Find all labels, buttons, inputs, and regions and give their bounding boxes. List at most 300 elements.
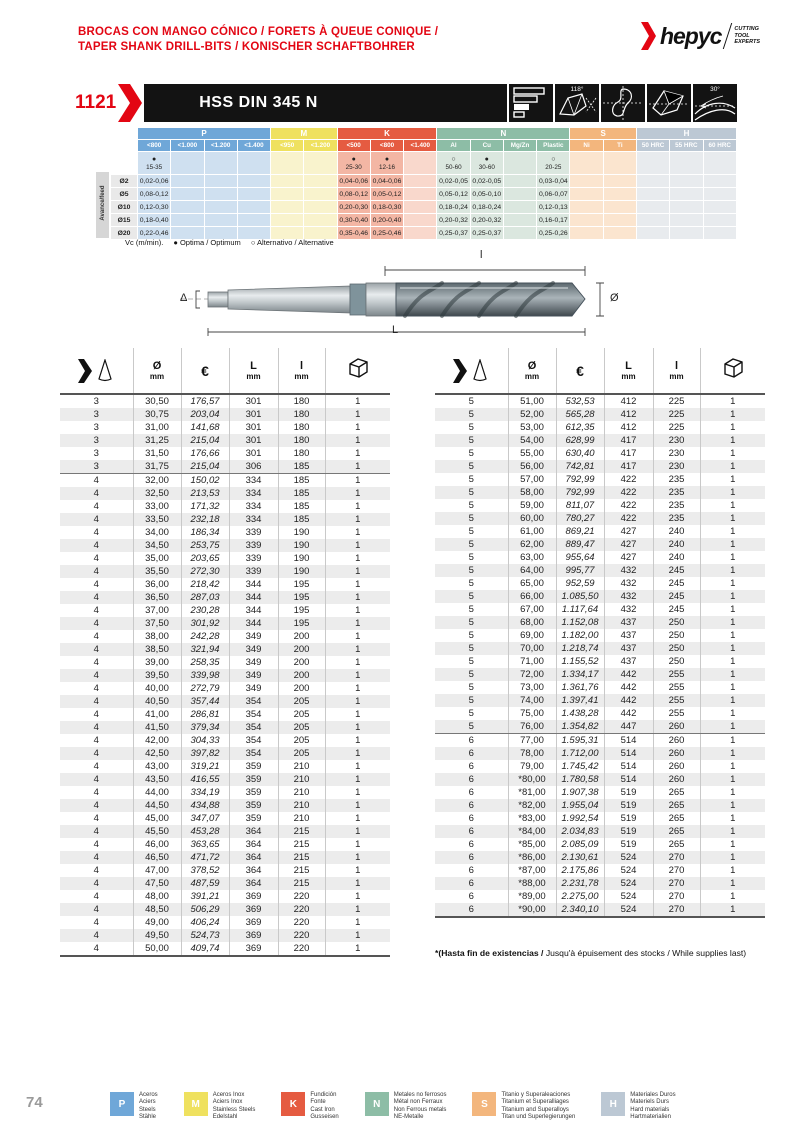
table-row [60,539,390,552]
cell: 344 [229,617,278,630]
feed-cell: 0,16-0,17 [537,214,569,226]
table-row [60,500,390,513]
cell: 514 [604,747,653,760]
taper-label: Δ [180,292,188,304]
cell: 4 [93,605,99,616]
cell: 141,68 [181,421,229,434]
cell: 519 [604,838,653,851]
cell: 427 [604,538,653,551]
cell: 1 [325,695,390,708]
cell: 1 [700,707,765,720]
materials-cutting-table [110,127,737,240]
cell: 55,00 [508,447,556,460]
cell: 230 [653,434,700,447]
cell: 200 [278,669,325,682]
cell: 1 [700,825,765,838]
cell: 42,50 [133,747,181,760]
feed-cell [604,201,636,213]
cell: 1 [325,786,390,799]
cell: 40,00 [133,682,181,695]
cell: 5 [468,435,474,446]
table-row [435,564,765,577]
cell: *80,00 [508,773,556,786]
material-letter-badge: M [184,1092,208,1116]
cell: 4 [93,761,99,772]
feed-cell: 0,18-0,40 [138,214,170,226]
table-row [435,812,765,825]
diameter-row-label: Ø2 [111,175,137,187]
material-name-line: Aceros Inox [212,1092,245,1098]
packaging-header [325,348,390,394]
feed-cell [504,214,536,226]
cell: 369 [229,903,278,916]
table-row [60,669,390,682]
cell: 36,50 [133,591,181,604]
material-name-line: Titanio y Superaleaciones [501,1092,571,1098]
cell: 422 [604,486,653,499]
cell: 215 [278,838,325,851]
cell: 437 [604,629,653,642]
table-row [60,447,390,460]
cell: 4 [93,865,99,876]
cell: 43,00 [133,760,181,773]
cell: 42,00 [133,734,181,747]
cell: 5 [468,604,474,615]
material-name-line: Hartmaterialien [630,1113,671,1120]
cell: 1 [325,682,390,695]
material-name-line: Materiels Durs [630,1099,669,1106]
cell: 519 [604,825,653,838]
table-row [435,877,765,890]
feed-cell [704,227,736,239]
table-row [435,629,765,642]
title-line-1: BROCAS CON MANGO CÓNICO / FORETS À QUEUE CONIQUE / [78,26,439,38]
taper-cone-icon [471,359,489,383]
cell: 1 [325,903,390,916]
cutting-speed-legend [125,238,344,247]
diameter-row-label: Ø20 [111,227,137,239]
cell: 180 [278,421,325,434]
cell: 1 [700,590,765,603]
brand-chevron-icon [641,22,656,50]
series-chevron-icon [78,359,92,383]
cell: 30,75 [133,408,181,421]
cell: 69,00 [508,629,556,642]
vc-cell [205,152,237,174]
cell: 213,53 [181,487,229,500]
material-legend-item-K [281,1092,338,1121]
cell: 41,00 [133,708,181,721]
cell: 1.595,31 [556,734,604,748]
cell: 952,59 [556,577,604,590]
cell: 1.780,58 [556,773,604,786]
cell: 1 [700,668,765,681]
feed-cell: 0,20-0,32 [471,214,503,226]
cell: 253,75 [181,539,229,552]
cell: 4 [93,709,99,720]
cell: 75,00 [508,707,556,720]
cell: 359 [229,773,278,786]
cell: 1 [325,526,390,539]
cell: 58,00 [508,486,556,499]
cell: 434,88 [181,799,229,812]
feed-cell [171,201,203,213]
vc-cell [171,152,203,174]
table-row [435,421,765,434]
cell: 245 [653,564,700,577]
material-names [630,1092,675,1121]
cell: 230,28 [181,604,229,617]
table-row [60,942,390,956]
cell: 487,59 [181,877,229,890]
feed-cell [205,175,237,187]
vc-cell: ○ 50-60 [437,152,469,174]
table-row [60,526,390,539]
cell: 524 [604,851,653,864]
cell: 889,47 [556,538,604,551]
cell: 1 [700,720,765,734]
feed-cell [404,214,436,226]
table-row [435,890,765,903]
cell: 1 [325,617,390,630]
helix-angle-icon [693,84,737,122]
feed-cell [570,214,602,226]
diameter-row-label: Ø10 [111,201,137,213]
cell: 412 [604,408,653,421]
cell: 1 [700,447,765,460]
cell: 4 [93,748,99,759]
cell: 1.955,04 [556,799,604,812]
cell: 34,50 [133,539,181,552]
cell: 47,50 [133,877,181,890]
material-legend-item-N [365,1092,447,1121]
cell: 5 [468,669,474,680]
feed-cell: 0,03-0,04 [537,175,569,187]
material-subcol: 50 HRC [637,140,669,151]
catalog-table-right [435,348,765,918]
cell: 4 [93,527,99,538]
cell: 210 [278,760,325,773]
cell: 1 [325,434,390,447]
flute-length-header: l mm [653,348,700,394]
cell: 205 [278,695,325,708]
material-letter-badge: P [110,1092,134,1116]
table-row [60,799,390,812]
table-row [435,734,765,748]
cell: 215 [278,877,325,890]
cell: 250 [653,642,700,655]
cell: 4 [93,657,99,668]
material-name-line: Steels [139,1106,156,1113]
diameter-header: Ø mm [133,348,181,394]
table-row [60,565,390,578]
cell: 260 [653,734,700,748]
vc-cell [704,152,736,174]
table-row [435,538,765,551]
cell: 5 [468,487,474,498]
cell: 205 [278,721,325,734]
material-subcol: <800 [138,140,170,151]
cell: 240 [653,551,700,564]
cell: 1 [700,421,765,434]
feed-cell [504,201,536,213]
vc-row [111,152,736,174]
feed-cell: 0,20-0,32 [437,214,469,226]
cell: 4 [93,683,99,694]
cell: 304,33 [181,734,229,747]
cell: 225 [653,421,700,434]
cell: 1 [700,838,765,851]
cell: 432 [604,603,653,616]
vc-cell: ● 25-30 [338,152,370,174]
cell: 185 [278,513,325,526]
cell: 1 [700,890,765,903]
material-subcol: 60 HRC [704,140,736,151]
cell: 4 [93,930,99,941]
cell: 1 [325,487,390,500]
size-range-icon [509,84,553,122]
legend-optimal: ● Optima / Optimum [173,238,241,247]
logo-divider [723,23,732,49]
cell: 1.361,76 [556,681,604,694]
cell: 364 [229,864,278,877]
table-row [60,578,390,591]
cell: 301 [229,447,278,460]
table-row [60,760,390,773]
material-group-P: P [138,128,270,139]
material-subcol: 55 HRC [670,140,702,151]
material-names [310,1092,338,1121]
table-row [60,474,390,488]
cell: 955,64 [556,551,604,564]
cell: 1 [325,890,390,903]
cell: 200 [278,630,325,643]
feed-cell: 0,18-0,24 [471,201,503,213]
feed-cell [304,175,336,187]
feed-cell [271,214,303,226]
cell: 2.130,61 [556,851,604,864]
cell: 260 [653,720,700,734]
tagline-line: TOOL [734,32,750,39]
cell: 240 [653,538,700,551]
feed-cell: 0,25-0,37 [437,227,469,239]
cell: 205 [278,708,325,721]
cell: 1 [700,603,765,616]
cell: 245 [653,577,700,590]
material-subheader-row [111,140,736,151]
feed-cell: 0,04-0,06 [338,175,370,187]
material-subcol: Mg/Zn [504,140,536,151]
cell: 232,18 [181,513,229,526]
cell: 4 [93,852,99,863]
cell: 150,02 [181,474,229,488]
table-row [60,408,390,421]
cell: 1 [325,825,390,838]
material-group-row [111,128,736,139]
material-subcol: Cu [471,140,503,151]
cell: 4 [93,774,99,785]
product-code: 1121 [75,92,117,113]
cell: 265 [653,812,700,825]
cell: 514 [604,773,653,786]
cell: 68,00 [508,616,556,629]
cell: 190 [278,539,325,552]
cell: 49,50 [133,929,181,942]
cell: 230 [653,447,700,460]
cell: 391,21 [181,890,229,903]
cell: 250 [653,616,700,629]
table-row [435,838,765,851]
feed-cell [404,175,436,187]
material-subcol: <950 [271,140,303,151]
table-row [60,734,390,747]
feed-cell [704,175,736,187]
cell: 45,50 [133,825,181,838]
cell: *87,00 [508,864,556,877]
feed-cell: 0,25-0,26 [537,227,569,239]
cell: 270 [653,890,700,903]
feed-cell [570,175,602,187]
cell: 2.034,83 [556,825,604,838]
cell: 1 [325,721,390,734]
feed-row [111,201,736,213]
cell: 70,00 [508,642,556,655]
cell: 52,00 [508,408,556,421]
catalog-header-row [60,348,390,394]
cell: 5 [468,513,474,524]
cell: 180 [278,408,325,421]
feed-cell: 0,12-0,30 [138,201,170,213]
cell: 39,50 [133,669,181,682]
legend-alternative: ○ Alternativo / Alternative [250,238,334,247]
table-row [60,786,390,799]
cell: 215 [278,825,325,838]
cell: 6 [468,865,474,876]
cell: 1 [700,864,765,877]
material-name-line: Titanium et Superalliages [501,1099,569,1106]
cell: 301 [229,394,278,408]
table-row [435,799,765,812]
material-group-S: S [570,128,636,139]
cell: 1 [700,799,765,812]
cell: *89,00 [508,890,556,903]
vc-cell [570,152,602,174]
cell: 417 [604,460,653,473]
cell: 427 [604,551,653,564]
cell: 171,32 [181,500,229,513]
cell: 6 [468,761,474,772]
cell: 1 [325,916,390,929]
cell: 37,50 [133,617,181,630]
cell: 412 [604,394,653,408]
cell: 334,19 [181,786,229,799]
cell: 4 [93,592,99,603]
table-row [435,668,765,681]
feed-cell [704,201,736,213]
cell: 4 [93,553,99,564]
cell: 364 [229,838,278,851]
vc-cell [304,152,336,174]
material-name-line: NE-Metalle [393,1113,424,1120]
cell: 442 [604,694,653,707]
cell: 1 [325,460,390,474]
material-name-line: Metales no ferrosos [393,1092,447,1098]
cell: 270 [653,903,700,917]
feed-cell [637,188,669,200]
drill-diagram [180,249,630,340]
cell: 416,55 [181,773,229,786]
feed-cell [637,214,669,226]
material-name-line: Materiales Duros [630,1092,676,1098]
cell: 215 [278,864,325,877]
vc-cell [637,152,669,174]
cell: 1 [700,551,765,564]
cell: 5 [468,617,474,628]
feed-cell: 0,18-0,24 [437,201,469,213]
cell: 453,28 [181,825,229,838]
cell: 6 [468,800,474,811]
cell: 5 [468,565,474,576]
feed-cell: 0,30-0,40 [338,214,370,226]
cell: 176,57 [181,394,229,408]
cell: *88,00 [508,877,556,890]
feed-cell [171,214,203,226]
cell: 1.992,54 [556,812,604,825]
cell: 1 [700,877,765,890]
cell: 6 [468,878,474,889]
table-row [60,877,390,890]
table-row [435,642,765,655]
cell: 270 [653,877,700,890]
diameter-row-label: Ø5 [111,188,137,200]
cell: 31,75 [133,460,181,474]
material-name-line: Gusseisen [310,1113,339,1120]
table-row [60,825,390,838]
cell: 218,42 [181,578,229,591]
table-row [60,434,390,447]
cell: 185 [278,500,325,513]
diameter-row-label: Ø15 [111,214,137,226]
feed-cell [271,201,303,213]
cell: 6 [468,774,474,785]
cell: 31,25 [133,434,181,447]
table-row [60,708,390,721]
cell: 406,24 [181,916,229,929]
cell: 62,00 [508,538,556,551]
cell: 1 [325,942,390,956]
table-row [435,434,765,447]
vc-cell: ● 12-16 [371,152,403,174]
feed-cell: 0,25-0,37 [471,227,503,239]
box-icon [721,356,745,380]
cell: 4 [93,826,99,837]
cell: 524 [604,903,653,917]
cell: 519 [604,786,653,799]
tagline-line: EXPERTS [734,39,760,46]
point-angle-icon [555,84,599,122]
feed-cell: 0,05-0,12 [437,188,469,200]
material-name-line: Stainless Steels [212,1106,256,1113]
cell: 5 [468,708,474,719]
feed-cell: 0,20-0,30 [338,201,370,213]
cell: 220 [278,942,325,956]
cell: 565,28 [556,408,604,421]
cell: 44,50 [133,799,181,812]
cell: 1 [700,642,765,655]
cell: 53,00 [508,421,556,434]
cell: *86,00 [508,851,556,864]
cell: 4 [93,891,99,902]
